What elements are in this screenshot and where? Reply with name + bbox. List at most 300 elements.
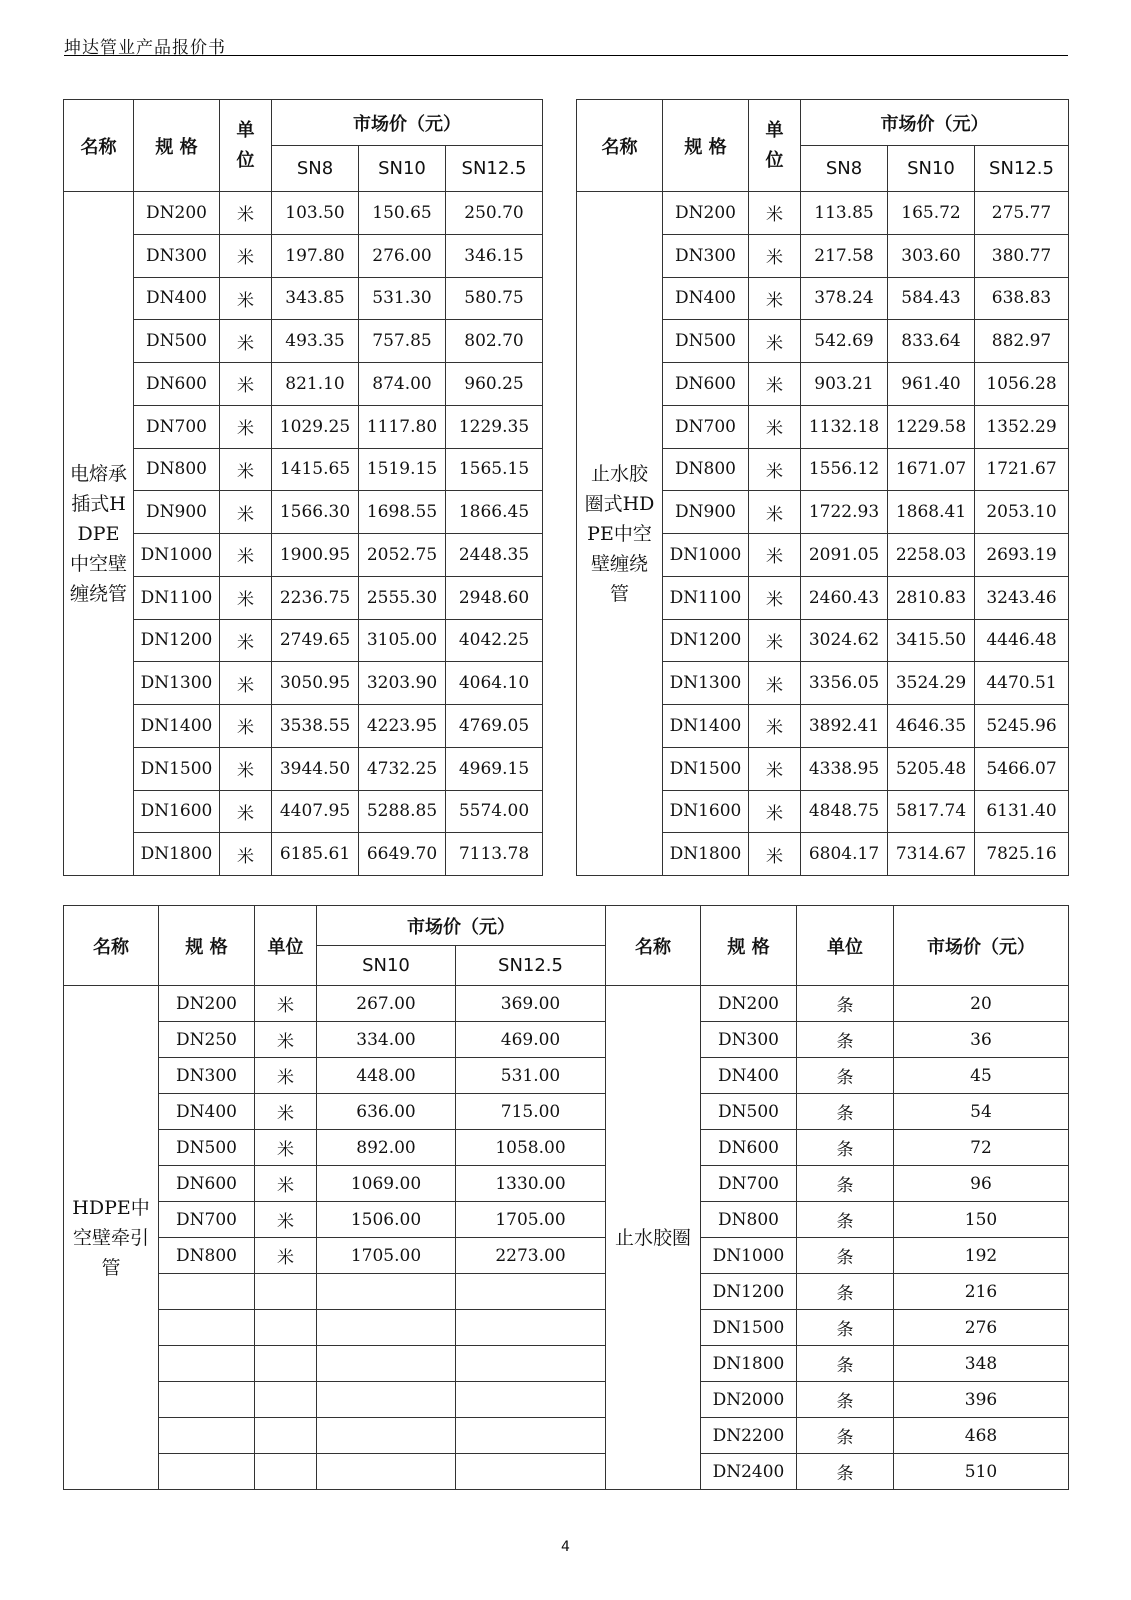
- price-cell: 3538.55: [272, 705, 359, 748]
- unit-cell: 条: [797, 1382, 894, 1418]
- price-cell: 1229.58: [888, 405, 975, 448]
- price-cell: 2460.43: [801, 576, 888, 619]
- price-cell: 4969.15: [446, 747, 543, 790]
- price-cell: 1352.29: [975, 405, 1069, 448]
- unit-cell: [255, 1418, 317, 1454]
- price-cell: 1866.45: [446, 491, 543, 534]
- price-cell: 874.00: [359, 363, 446, 406]
- price-cell: 2258.03: [888, 534, 975, 577]
- price-cell: 584.43: [888, 277, 975, 320]
- price-table-electrofusion: [63, 99, 543, 876]
- unit-cell: 米: [220, 534, 272, 577]
- grade-header: SN12.5: [975, 146, 1069, 192]
- price-cell: 448.00: [317, 1058, 456, 1094]
- unit-cell: 米: [749, 192, 801, 235]
- unit-cell: 米: [220, 662, 272, 705]
- price-cell: 5574.00: [446, 790, 543, 833]
- price-cell: 1069.00: [317, 1166, 456, 1202]
- price-cell: 1056.28: [975, 363, 1069, 406]
- grade-header: SN10: [317, 946, 456, 986]
- price-cell: 5288.85: [359, 790, 446, 833]
- price-cell: 580.75: [446, 277, 543, 320]
- price-cell: 715.00: [456, 1094, 606, 1130]
- price-cell: [456, 1418, 606, 1454]
- price-cell: 5817.74: [888, 790, 975, 833]
- price-cell: 531.00: [456, 1058, 606, 1094]
- unit-cell: 米: [220, 192, 272, 235]
- page-number: 4: [561, 1539, 570, 1555]
- price-cell: 192: [894, 1238, 1069, 1274]
- header-divider: [64, 55, 1068, 56]
- unit-cell: 米: [749, 234, 801, 277]
- spec-cell: DN1600: [663, 790, 749, 833]
- price-cell: 4407.95: [272, 790, 359, 833]
- unit-cell: 米: [255, 1058, 317, 1094]
- price-cell: 343.85: [272, 277, 359, 320]
- price-cell: 7314.67: [888, 833, 975, 876]
- spec-cell: DN800: [159, 1238, 255, 1274]
- price-cell: 150.65: [359, 192, 446, 235]
- unit-cell: 米: [749, 277, 801, 320]
- price-cell: 638.83: [975, 277, 1069, 320]
- spec-cell: DN500: [159, 1130, 255, 1166]
- spec-cell: DN300: [701, 1022, 797, 1058]
- spec-cell: DN1500: [701, 1310, 797, 1346]
- spec-cell: DN1000: [663, 534, 749, 577]
- price-cell: 2052.75: [359, 534, 446, 577]
- price-cell: 369.00: [456, 986, 606, 1022]
- column-header-unit: 单位: [797, 906, 894, 986]
- unit-cell: 米: [749, 405, 801, 448]
- table-row: [64, 234, 543, 277]
- unit-cell: 米: [255, 1202, 317, 1238]
- unit-cell: 米: [749, 534, 801, 577]
- spec-cell: DN200: [134, 192, 220, 235]
- spec-cell: DN600: [663, 363, 749, 406]
- table-row: [577, 192, 1069, 235]
- spec-cell: DN1400: [134, 705, 220, 748]
- unit-cell: 条: [797, 1202, 894, 1238]
- table-row: [64, 192, 543, 235]
- spec-cell: DN400: [663, 277, 749, 320]
- price-cell: 45: [894, 1058, 1069, 1094]
- price-cell: 3892.41: [801, 705, 888, 748]
- unit-cell: 米: [749, 491, 801, 534]
- price-cell: 757.85: [359, 320, 446, 363]
- unit-cell: 米: [220, 790, 272, 833]
- table-row: [64, 320, 543, 363]
- spec-cell: DN900: [663, 491, 749, 534]
- price-cell: 346.15: [446, 234, 543, 277]
- price-cell: 1900.95: [272, 534, 359, 577]
- price-cell: 2948.60: [446, 576, 543, 619]
- product-name-cell: 止水胶圈: [606, 986, 701, 1490]
- price-cell: 1117.80: [359, 405, 446, 448]
- spec-cell: DN1100: [663, 576, 749, 619]
- table-body: [64, 192, 543, 876]
- price-cell: [456, 1454, 606, 1490]
- price-cell: 960.25: [446, 363, 543, 406]
- spec-cell: DN200: [159, 986, 255, 1022]
- price-cell: 1519.15: [359, 448, 446, 491]
- price-cell: 20: [894, 986, 1069, 1022]
- spec-cell: DN1200: [663, 619, 749, 662]
- unit-cell: 米: [749, 705, 801, 748]
- price-cell: 6131.40: [975, 790, 1069, 833]
- unit-cell: 条: [797, 1454, 894, 1490]
- price-cell: 1721.67: [975, 448, 1069, 491]
- price-cell: 4338.95: [801, 747, 888, 790]
- price-cell: 3944.50: [272, 747, 359, 790]
- price-cell: 3524.29: [888, 662, 975, 705]
- spec-cell: DN1800: [701, 1346, 797, 1382]
- column-header-name: 名称: [606, 906, 701, 986]
- price-cell: 2555.30: [359, 576, 446, 619]
- price-cell: 802.70: [446, 320, 543, 363]
- spec-cell: DN700: [134, 405, 220, 448]
- price-cell: 96: [894, 1166, 1069, 1202]
- price-cell: 510: [894, 1454, 1069, 1490]
- spec-cell: DN400: [159, 1094, 255, 1130]
- price-cell: 1415.65: [272, 448, 359, 491]
- grade-header: SN8: [272, 146, 359, 192]
- price-cell: 1330.00: [456, 1166, 606, 1202]
- spec-cell: DN1300: [134, 662, 220, 705]
- unit-cell: 米: [220, 576, 272, 619]
- spec-cell: DN700: [159, 1202, 255, 1238]
- spec-cell: DN250: [159, 1022, 255, 1058]
- column-header-market-price: 市场价（元）: [894, 906, 1069, 986]
- unit-cell: 米: [749, 576, 801, 619]
- spec-cell: [159, 1418, 255, 1454]
- price-cell: 1565.15: [446, 448, 543, 491]
- table-row: [64, 363, 543, 406]
- price-cell: 1058.00: [456, 1130, 606, 1166]
- unit-cell: 米: [255, 1022, 317, 1058]
- table-row: [64, 491, 543, 534]
- table-row: [64, 747, 543, 790]
- spec-cell: DN2200: [701, 1418, 797, 1454]
- price-cell: 276.00: [359, 234, 446, 277]
- spec-cell: DN1400: [663, 705, 749, 748]
- price-cell: 2448.35: [446, 534, 543, 577]
- table-row: [64, 833, 543, 876]
- price-cell: 4732.25: [359, 747, 446, 790]
- price-cell: 892.00: [317, 1130, 456, 1166]
- spec-cell: DN1800: [663, 833, 749, 876]
- unit-cell: [255, 1310, 317, 1346]
- price-cell: 4769.05: [446, 705, 543, 748]
- price-table-waterstop-ring: [576, 99, 1069, 876]
- price-table-traction-pipe: [63, 905, 606, 1490]
- price-cell: 6185.61: [272, 833, 359, 876]
- unit-cell: 米: [220, 705, 272, 748]
- price-cell: [456, 1310, 606, 1346]
- unit-cell: 米: [220, 747, 272, 790]
- price-cell: 2273.00: [456, 1238, 606, 1274]
- price-cell: 2749.65: [272, 619, 359, 662]
- unit-cell: 米: [749, 619, 801, 662]
- spec-cell: DN600: [701, 1130, 797, 1166]
- price-cell: 5245.96: [975, 705, 1069, 748]
- price-cell: 6804.17: [801, 833, 888, 876]
- price-cell: [317, 1418, 456, 1454]
- price-cell: 396: [894, 1382, 1069, 1418]
- price-cell: [317, 1382, 456, 1418]
- price-cell: 3105.00: [359, 619, 446, 662]
- price-cell: 1722.93: [801, 491, 888, 534]
- spec-cell: DN700: [663, 405, 749, 448]
- unit-cell: 米: [255, 986, 317, 1022]
- price-cell: 1566.30: [272, 491, 359, 534]
- unit-cell: 米: [749, 790, 801, 833]
- unit-cell: 条: [797, 1022, 894, 1058]
- spec-cell: DN200: [663, 192, 749, 235]
- price-cell: 531.30: [359, 277, 446, 320]
- table-row: [64, 662, 543, 705]
- price-cell: 4446.48: [975, 619, 1069, 662]
- column-header-unit: 单 位: [749, 100, 801, 192]
- price-cell: 36: [894, 1022, 1069, 1058]
- price-cell: 5205.48: [888, 747, 975, 790]
- price-cell: 103.50: [272, 192, 359, 235]
- spec-cell: DN500: [663, 320, 749, 363]
- spec-cell: DN2400: [701, 1454, 797, 1490]
- price-cell: 1506.00: [317, 1202, 456, 1238]
- spec-cell: [159, 1274, 255, 1310]
- unit-cell: 条: [797, 1166, 894, 1202]
- spec-cell: DN1000: [701, 1238, 797, 1274]
- price-cell: 72: [894, 1130, 1069, 1166]
- product-name-cell: 止水胶圈式HDPE中空壁缠绕管: [577, 192, 663, 876]
- price-cell: 636.00: [317, 1094, 456, 1130]
- unit-cell: 米: [255, 1166, 317, 1202]
- price-cell: 1229.35: [446, 405, 543, 448]
- price-cell: 2053.10: [975, 491, 1069, 534]
- spec-cell: [159, 1310, 255, 1346]
- price-cell: 1671.07: [888, 448, 975, 491]
- unit-cell: [255, 1274, 317, 1310]
- spec-cell: DN400: [701, 1058, 797, 1094]
- price-cell: 961.40: [888, 363, 975, 406]
- price-cell: 882.97: [975, 320, 1069, 363]
- price-cell: 378.24: [801, 277, 888, 320]
- spec-cell: DN300: [134, 234, 220, 277]
- grade-header: SN12.5: [446, 146, 543, 192]
- table-row: [64, 986, 606, 1022]
- unit-cell: 米: [220, 363, 272, 406]
- price-cell: 833.64: [888, 320, 975, 363]
- spec-cell: DN600: [159, 1166, 255, 1202]
- spec-cell: DN1500: [134, 747, 220, 790]
- spec-cell: DN2000: [701, 1382, 797, 1418]
- unit-cell: 米: [255, 1130, 317, 1166]
- spec-cell: DN1200: [701, 1274, 797, 1310]
- price-cell: 150: [894, 1202, 1069, 1238]
- table-row: [64, 534, 543, 577]
- column-header-unit: 单位: [255, 906, 317, 986]
- price-cell: 1705.00: [456, 1202, 606, 1238]
- price-table-rubber-ring: [605, 905, 1069, 1490]
- spec-cell: DN800: [134, 448, 220, 491]
- product-name-cell: HDPE中空壁牵引管: [64, 986, 159, 1490]
- column-header-name: 名称: [64, 100, 134, 192]
- spec-cell: [159, 1346, 255, 1382]
- unit-cell: 条: [797, 1418, 894, 1454]
- unit-cell: [255, 1346, 317, 1382]
- price-cell: [456, 1346, 606, 1382]
- column-header-unit: 单 位: [220, 100, 272, 192]
- table-row: [64, 705, 543, 748]
- unit-cell: 米: [220, 833, 272, 876]
- spec-cell: DN800: [663, 448, 749, 491]
- spec-cell: DN300: [159, 1058, 255, 1094]
- unit-cell: 米: [749, 833, 801, 876]
- price-cell: 267.00: [317, 986, 456, 1022]
- unit-cell: 条: [797, 986, 894, 1022]
- spec-cell: DN1000: [134, 534, 220, 577]
- price-cell: 348: [894, 1346, 1069, 1382]
- price-cell: 334.00: [317, 1022, 456, 1058]
- price-cell: 54: [894, 1094, 1069, 1130]
- price-cell: 1698.55: [359, 491, 446, 534]
- grade-header: SN12.5: [456, 946, 606, 986]
- spec-cell: [159, 1382, 255, 1418]
- price-cell: 303.60: [888, 234, 975, 277]
- unit-cell: 条: [797, 1238, 894, 1274]
- price-cell: 3050.95: [272, 662, 359, 705]
- unit-cell: 米: [749, 747, 801, 790]
- price-cell: 165.72: [888, 192, 975, 235]
- table-row: [64, 405, 543, 448]
- price-cell: 468: [894, 1418, 1069, 1454]
- price-cell: 217.58: [801, 234, 888, 277]
- price-cell: 6649.70: [359, 833, 446, 876]
- column-header-spec: 规 格: [701, 906, 797, 986]
- spec-cell: DN1600: [134, 790, 220, 833]
- unit-cell: 米: [749, 363, 801, 406]
- price-cell: 1705.00: [317, 1238, 456, 1274]
- spec-cell: DN600: [134, 363, 220, 406]
- price-cell: 113.85: [801, 192, 888, 235]
- product-name-cell: 电熔承插式HDPE中空壁缠绕管: [64, 192, 134, 876]
- unit-cell: 条: [797, 1310, 894, 1346]
- price-cell: 3024.62: [801, 619, 888, 662]
- price-cell: [317, 1310, 456, 1346]
- unit-cell: 米: [220, 277, 272, 320]
- price-cell: 380.77: [975, 234, 1069, 277]
- price-cell: 4646.35: [888, 705, 975, 748]
- price-cell: 276: [894, 1310, 1069, 1346]
- unit-cell: 米: [749, 662, 801, 705]
- spec-cell: DN1500: [663, 747, 749, 790]
- price-cell: [317, 1346, 456, 1382]
- price-cell: 903.21: [801, 363, 888, 406]
- price-cell: 275.77: [975, 192, 1069, 235]
- price-cell: 821.10: [272, 363, 359, 406]
- price-cell: 2693.19: [975, 534, 1069, 577]
- price-cell: 197.80: [272, 234, 359, 277]
- table-row: [64, 277, 543, 320]
- price-cell: 1868.41: [888, 491, 975, 534]
- price-cell: 2810.83: [888, 576, 975, 619]
- price-cell: 3243.46: [975, 576, 1069, 619]
- column-header-market-price: 市场价（元）: [801, 100, 1069, 146]
- unit-cell: 条: [797, 1274, 894, 1310]
- spec-cell: DN1200: [134, 619, 220, 662]
- price-cell: 542.69: [801, 320, 888, 363]
- price-cell: 250.70: [446, 192, 543, 235]
- unit-cell: 条: [797, 1094, 894, 1130]
- grade-header: SN10: [888, 146, 975, 192]
- unit-cell: 条: [797, 1346, 894, 1382]
- table-row: [64, 448, 543, 491]
- unit-cell: 米: [255, 1094, 317, 1130]
- price-cell: 1132.18: [801, 405, 888, 448]
- spec-cell: DN1800: [134, 833, 220, 876]
- unit-cell: 米: [220, 491, 272, 534]
- spec-cell: [159, 1454, 255, 1490]
- column-header-market-price: 市场价（元）: [317, 906, 606, 946]
- price-cell: 7113.78: [446, 833, 543, 876]
- unit-cell: 米: [220, 405, 272, 448]
- column-header-name: 名称: [64, 906, 159, 986]
- unit-cell: [255, 1454, 317, 1490]
- price-cell: 3356.05: [801, 662, 888, 705]
- table-row: [64, 619, 543, 662]
- spec-cell: DN700: [701, 1166, 797, 1202]
- price-cell: 4470.51: [975, 662, 1069, 705]
- table-row: [606, 986, 1069, 1022]
- spec-cell: DN1100: [134, 576, 220, 619]
- spec-cell: DN500: [134, 320, 220, 363]
- spec-cell: DN900: [134, 491, 220, 534]
- table-body: [606, 986, 1069, 1490]
- unit-cell: 米: [749, 448, 801, 491]
- spec-cell: DN200: [701, 986, 797, 1022]
- column-header-spec: 规 格: [159, 906, 255, 986]
- price-cell: 4848.75: [801, 790, 888, 833]
- price-cell: 216: [894, 1274, 1069, 1310]
- price-cell: 4064.10: [446, 662, 543, 705]
- table-row: [64, 790, 543, 833]
- price-cell: 2236.75: [272, 576, 359, 619]
- price-cell: 4042.25: [446, 619, 543, 662]
- unit-cell: 米: [255, 1238, 317, 1274]
- price-cell: 4223.95: [359, 705, 446, 748]
- price-cell: 2091.05: [801, 534, 888, 577]
- unit-cell: 米: [749, 320, 801, 363]
- table-row: [64, 576, 543, 619]
- price-cell: 1029.25: [272, 405, 359, 448]
- column-header-spec: 规 格: [663, 100, 749, 192]
- price-cell: [317, 1454, 456, 1490]
- spec-cell: DN1300: [663, 662, 749, 705]
- spec-cell: DN800: [701, 1202, 797, 1238]
- unit-cell: 米: [220, 320, 272, 363]
- price-cell: [456, 1274, 606, 1310]
- unit-cell: 条: [797, 1058, 894, 1094]
- price-cell: 469.00: [456, 1022, 606, 1058]
- spec-cell: DN300: [663, 234, 749, 277]
- price-cell: 1556.12: [801, 448, 888, 491]
- table-body: [64, 986, 606, 1490]
- grade-header: SN10: [359, 146, 446, 192]
- price-cell: 7825.16: [975, 833, 1069, 876]
- table-body: [577, 192, 1069, 876]
- grade-header: SN8: [801, 146, 888, 192]
- column-header-spec: 规 格: [134, 100, 220, 192]
